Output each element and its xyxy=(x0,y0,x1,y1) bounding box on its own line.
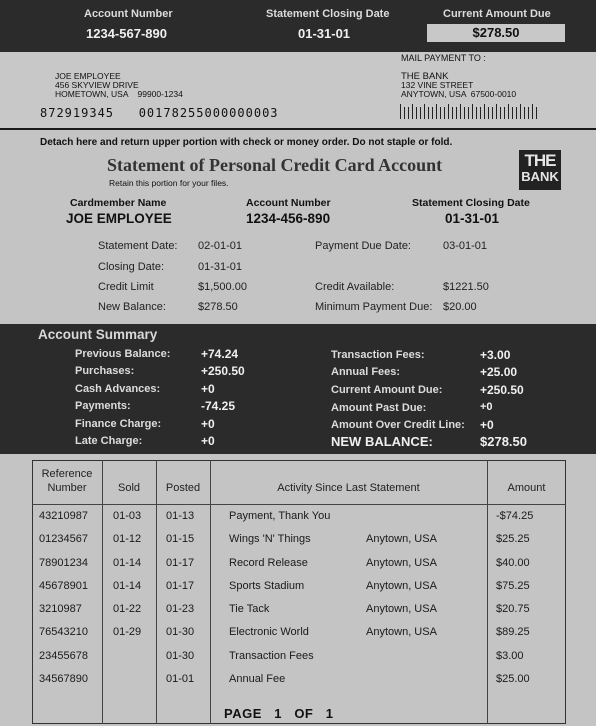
row-posted: 01-17 xyxy=(166,557,195,569)
column-divider xyxy=(487,460,488,724)
account-label: Account Number xyxy=(246,197,331,209)
payment-due-label: Payment Due Date: xyxy=(315,240,411,252)
posted-header: Posted xyxy=(165,482,201,494)
customer-name: JOE EMPLOYEE xyxy=(55,71,121,81)
row-amount: -$74.25 xyxy=(496,510,534,522)
row-ref: 01234567 xyxy=(39,533,88,545)
new-balance-label: New Balance: xyxy=(98,301,166,313)
row-posted: 01-23 xyxy=(166,603,195,615)
summary-label: Previous Balance: xyxy=(75,348,171,360)
new-balance-summary-value: $278.50 xyxy=(480,434,527,449)
account-number-label: Account Number xyxy=(84,8,173,20)
statement-date-label: Statement Date: xyxy=(98,240,178,252)
row-sold: 01-22 xyxy=(113,603,142,615)
row-sold: 01-14 xyxy=(113,580,142,592)
column-divider xyxy=(156,460,157,724)
summary-label: Finance Charge: xyxy=(75,418,162,430)
row-ref: 45678901 xyxy=(39,580,88,592)
row-amount: $20.75 xyxy=(496,603,530,615)
row-desc: Wings 'N' Things xyxy=(229,533,311,545)
row-ref: 78901234 xyxy=(39,557,88,569)
row-sold: 01-14 xyxy=(113,557,142,569)
row-location: Anytown, USA xyxy=(366,580,437,592)
row-desc: Sports Stadium xyxy=(229,580,305,592)
column-divider xyxy=(210,460,211,724)
amount-header: Amount xyxy=(507,482,546,494)
closing-date-detail-label: Closing Date: xyxy=(98,261,165,273)
row-posted: 01-30 xyxy=(166,626,195,638)
row-location: Anytown, USA xyxy=(366,603,437,615)
credit-available-value: $1221.50 xyxy=(443,281,489,293)
row-amount: $3.00 xyxy=(496,650,524,662)
row-posted: 01-17 xyxy=(166,580,195,592)
row-desc: Payment, Thank You xyxy=(229,510,331,522)
credit-available-label: Credit Available: xyxy=(315,281,395,293)
account-summary-title: Account Summary xyxy=(38,327,158,342)
row-location: Anytown, USA xyxy=(366,557,437,569)
bank-city: ANYTOWN, USA 67500-0010 xyxy=(401,89,517,99)
ref-header-line2: Number xyxy=(47,482,87,494)
row-desc: Record Release xyxy=(229,557,308,569)
row-posted: 01-30 xyxy=(166,650,195,662)
row-posted: 01-15 xyxy=(166,533,195,545)
credit-limit-value: $1,500.00 xyxy=(198,281,247,293)
summary-value: +0 xyxy=(480,418,494,432)
postal-barcode-icon xyxy=(400,107,540,119)
row-posted: 01-01 xyxy=(166,673,195,685)
row-location: Anytown, USA xyxy=(366,626,437,638)
statement-closing-value: 01-31-01 xyxy=(445,211,500,226)
summary-value: -74.25 xyxy=(201,399,236,413)
summary-label: Cash Advances: xyxy=(75,383,161,395)
account-number-value: 1234-567-890 xyxy=(86,26,167,41)
cardmember-label: Cardmember Name xyxy=(70,197,167,209)
activity-header: Activity Since Last Statement xyxy=(277,482,420,494)
header-divider xyxy=(32,504,566,505)
retain-note: Retain this portion for your files. xyxy=(109,178,229,188)
summary-value: +25.00 xyxy=(480,365,518,379)
column-divider xyxy=(102,460,103,724)
page-indicator xyxy=(224,706,333,721)
row-ref: 23455678 xyxy=(39,650,88,662)
row-desc: Electronic World xyxy=(229,626,309,638)
credit-limit-label: Credit Limit xyxy=(98,281,154,293)
bank-logo xyxy=(519,150,561,190)
row-amount: $75.25 xyxy=(496,580,530,592)
sold-header: Sold xyxy=(117,482,141,494)
closing-date-detail-value: 01-31-01 xyxy=(198,261,243,273)
closing-date-value: 01-31-01 xyxy=(298,26,351,41)
row-amount: $25.25 xyxy=(496,533,530,545)
summary-label: Payments: xyxy=(75,400,131,412)
activity-table xyxy=(32,460,566,724)
account-summary-band xyxy=(0,324,596,454)
statement-closing-label: Statement Closing Date xyxy=(412,197,530,209)
row-sold: 01-03 xyxy=(113,510,142,522)
current-due-label: Current Amount Due xyxy=(443,8,551,20)
statement-title: Statement of Personal Credit Card Account xyxy=(107,155,443,175)
row-amount: $25.00 xyxy=(496,673,530,685)
row-desc: Annual Fee xyxy=(229,673,286,685)
summary-value: +0 xyxy=(201,434,215,448)
summary-label: Annual Fees: xyxy=(331,366,401,378)
row-ref: 76543210 xyxy=(39,626,88,638)
page-label: PAGE xyxy=(224,706,262,721)
row-ref: 34567890 xyxy=(39,673,88,685)
summary-label: Late Charge: xyxy=(75,435,143,447)
row-location: Anytown, USA xyxy=(366,533,437,545)
summary-value: +0 xyxy=(201,382,215,396)
summary-value: +0 xyxy=(201,417,215,431)
summary-value: +250.50 xyxy=(480,383,524,397)
summary-value: +3.00 xyxy=(480,348,511,362)
min-payment-label: Minimum Payment Due: xyxy=(315,301,433,313)
summary-label: Current Amount Due: xyxy=(331,384,443,396)
ocr-scan-line: 872919345 00178255000000003 xyxy=(40,106,279,120)
summary-value: +74.24 xyxy=(201,347,239,361)
cardmember-value: JOE EMPLOYEE xyxy=(66,211,172,226)
detach-divider xyxy=(0,128,596,130)
row-amount: $40.00 xyxy=(496,557,530,569)
row-sold: 01-12 xyxy=(113,533,142,545)
customer-street: 456 SKYVIEW DRIVE xyxy=(55,80,139,90)
page-of-label: OF xyxy=(294,706,314,721)
page-current: 1 xyxy=(274,706,282,721)
summary-value: +0 xyxy=(480,401,493,413)
bank-street: 132 VINE STREET xyxy=(401,80,474,90)
payment-due-value: 03-01-01 xyxy=(443,240,488,252)
summary-label: Amount Past Due: xyxy=(331,402,427,414)
account-value: 1234-456-890 xyxy=(246,211,331,226)
mail-payment-label: MAIL PAYMENT TO : xyxy=(401,53,486,63)
row-ref: 43210987 xyxy=(39,510,88,522)
bank-logo-line2: BANK xyxy=(521,169,559,184)
row-posted: 01-13 xyxy=(166,510,195,522)
summary-label: Amount Over Credit Line: xyxy=(331,419,465,431)
summary-label: Transaction Fees: xyxy=(331,349,425,361)
closing-date-label: Statement Closing Date xyxy=(266,8,390,20)
current-due-value: $278.50 xyxy=(427,24,565,42)
summary-label: Purchases: xyxy=(75,365,135,377)
page-total: 1 xyxy=(325,706,334,721)
row-desc: Tie Tack xyxy=(229,603,270,615)
min-payment-value: $20.00 xyxy=(443,301,477,313)
row-sold: 01-29 xyxy=(113,626,142,638)
statement-date-value: 02-01-01 xyxy=(198,240,243,252)
detach-notice: Detach here and return upper portion with check or money order. Do not staple or fold. xyxy=(40,137,453,148)
row-ref: 3210987 xyxy=(39,603,82,615)
bank-name: THE BANK xyxy=(401,71,449,82)
row-amount: $89.25 xyxy=(496,626,530,638)
customer-city: HOMETOWN, USA 99900-1234 xyxy=(55,89,183,99)
row-desc: Transaction Fees xyxy=(229,650,314,662)
summary-value: +250.50 xyxy=(201,364,245,378)
new-balance-value: $278.50 xyxy=(198,301,238,313)
ref-header-line1: Reference xyxy=(41,468,93,480)
statement-header-band xyxy=(0,0,596,52)
new-balance-summary-label: NEW BALANCE: xyxy=(331,434,433,449)
bank-logo-line1: THE xyxy=(524,151,556,170)
